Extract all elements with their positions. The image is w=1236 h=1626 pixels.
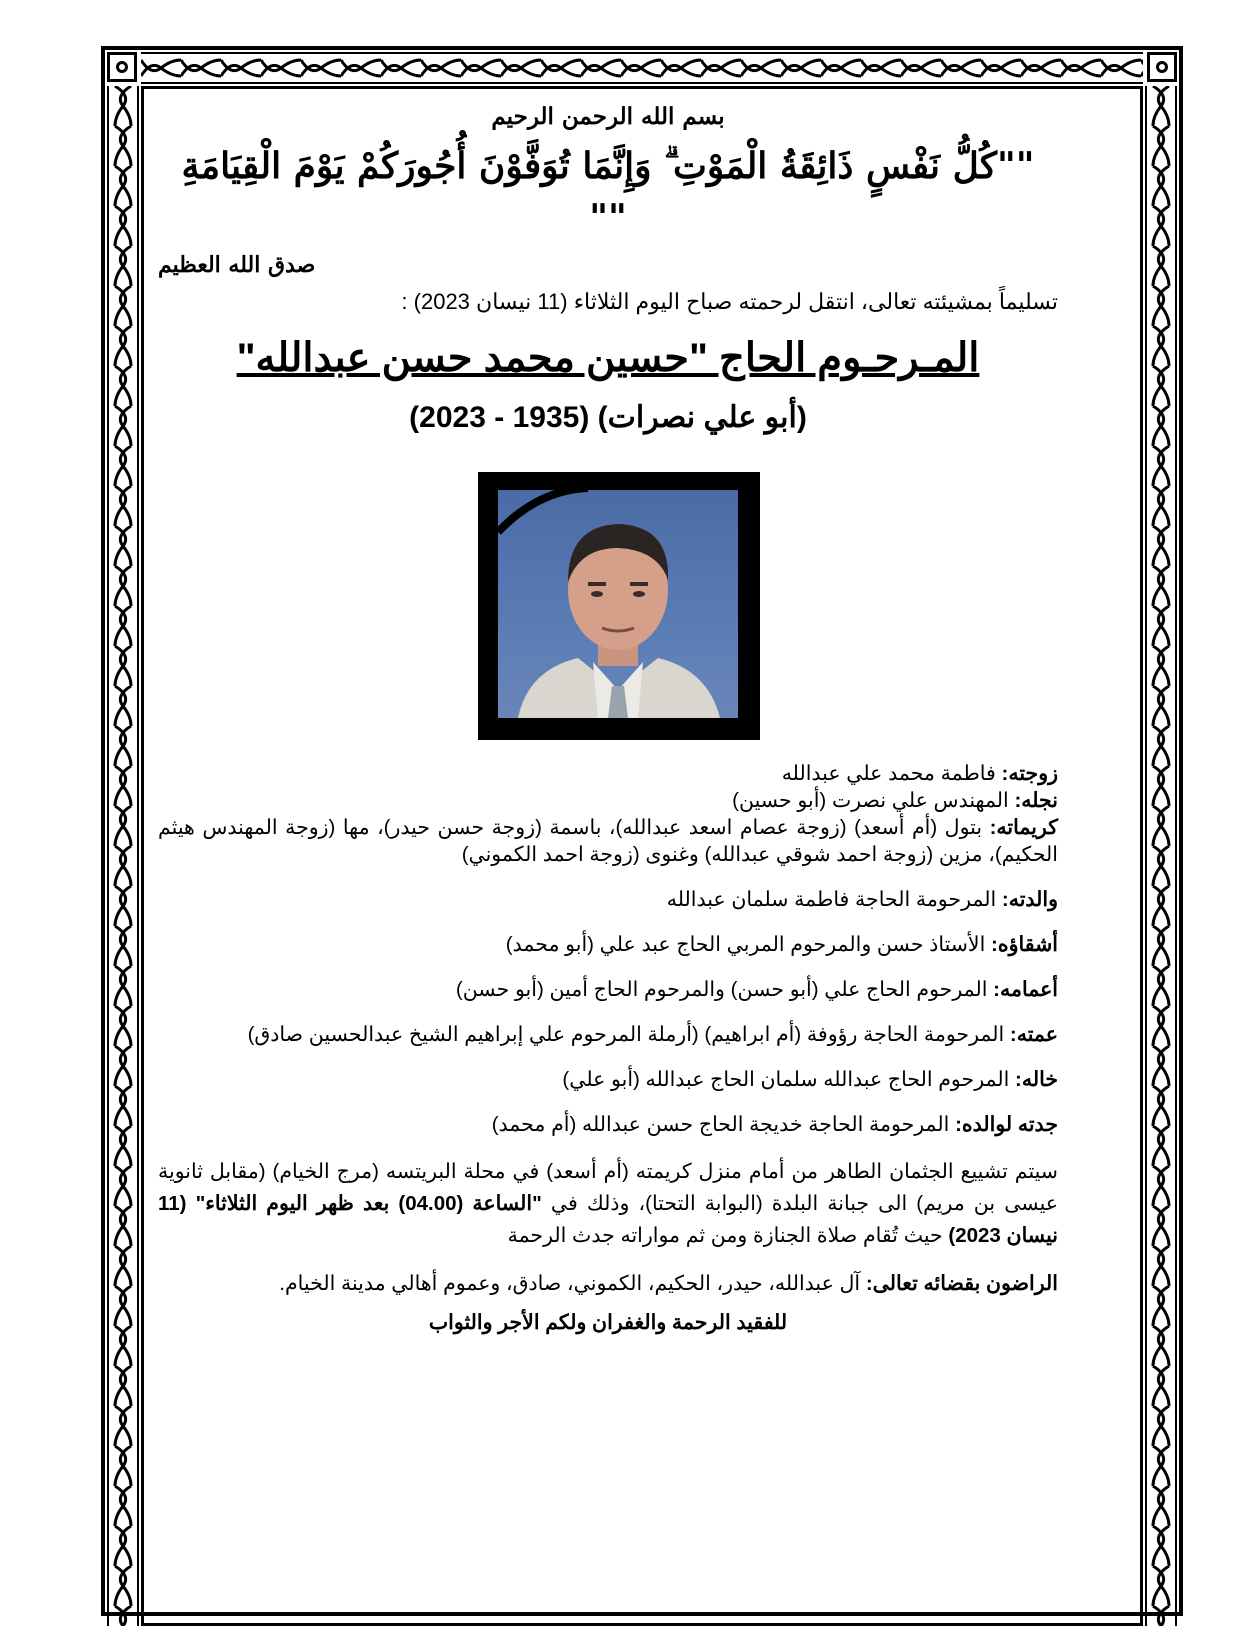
grandmother-line: جدته لوالده: المرحومة الحاجة خديجة الحاج حسن عبدالله (أم محمد) (491, 1113, 1058, 1136)
brothers-line: أشقاؤه: الأستاذ حسن والمرحوم المربي الحاج عبد علي (أبو محمد) (505, 933, 1058, 956)
maternal-uncle-line: خاله: المرحوم الحاج عبدالله سلمان الحاج عبدالله (أبو علي) (562, 1068, 1058, 1091)
quran-verse: ""كُلُّ نَفْسٍ ذَائِقَةُ الْمَوْتِ ۗ وَإِنَّمَا تُوَفَّوْنَ أُجُورَكُمْ يَوْمَ الْقِيَامَةِ "" (181, 145, 1035, 239)
frame-top-band (141, 52, 1143, 84)
deceased-kunya-years: (أبو علي نصرات) (1935 - 2023) (409, 401, 807, 434)
wife-line: زوجته: فاطمة محمد علي عبدالله (781, 762, 1058, 785)
mother-line: والدته: المرحومة الحاجة فاطمة سلمان عبدالله (666, 888, 1058, 911)
obituary-details (158, 760, 1058, 1336)
frame-right-band (1145, 86, 1177, 1626)
announcement-intro: تسليماً بمشيئته تعالى، انتقل لرحمته صباح اليوم الثلاثاء (11 نيسان 2023) : (401, 289, 1058, 314)
obituary-header (158, 100, 1058, 438)
mourners-line: الراضون بقضائه تعالى: آل عبدالله، حيدر، الحكيم، الكموني، صادق، وعموم أهالي مدينة الخيام. (279, 1272, 1058, 1295)
daughters-line: كريماته: بتول (أم أسعد) (زوجة عصام اسعد عبدالله)، باسمة (زوجة حسن حيدر)، مها (زوجة المهندس هيثم الحكيم)، مزين (زوجة احمد شوقي عبدالله) وغنوى (زوجة احمد الكموني) (158, 816, 1058, 866)
paternal-aunt-line: عمته: المرحومة الحاجة رؤوفة (أم ابراهيم) (أرملة المرحوم علي إبراهيم الشيخ عبدالحسين صادق) (247, 1023, 1058, 1046)
sadaq-allah: صدق الله العظيم (158, 252, 316, 278)
frame-corner-ornament-icon (107, 52, 137, 82)
frame-left-band (107, 86, 139, 1626)
frame-corner-ornament-icon (1147, 52, 1177, 82)
son-line: نجله: المهندس علي نصرت (أبو حسين) (732, 789, 1058, 812)
deceased-name: المـرحـوم الحاج "حسين محمد حسن عبدالله" (236, 336, 980, 380)
basmala: بسم الله الرحمن الرحيم (491, 103, 725, 130)
closing-line: للفقيد الرحمة والغفران ولكم الأجر والثواب (428, 1311, 788, 1334)
portrait-frame (478, 472, 760, 740)
funeral-details: سيتم تشييع الجثمان الطاهر من أمام منزل كريمته (أم أسعد) في محلة البريتسه (مرج الخيام) (مقابل ثانوية عيسى بن مريم) الى جبانة البلدة (البوابة التحتا)، وذلك في "الساعة (04.00) بعد ظهر اليوم الثلاثاء" (11 نيسان 2023) حيث تُقام صلاة الجنازة ومن ثم مواراته جدث الرحمة (158, 1160, 1058, 1247)
mourning-ribbon-icon (478, 472, 760, 740)
paternal-uncles-line: أعمامه: المرحوم الحاج علي (أبو حسن) والمرحوم الحاج أمين (أبو حسن) (455, 978, 1058, 1001)
